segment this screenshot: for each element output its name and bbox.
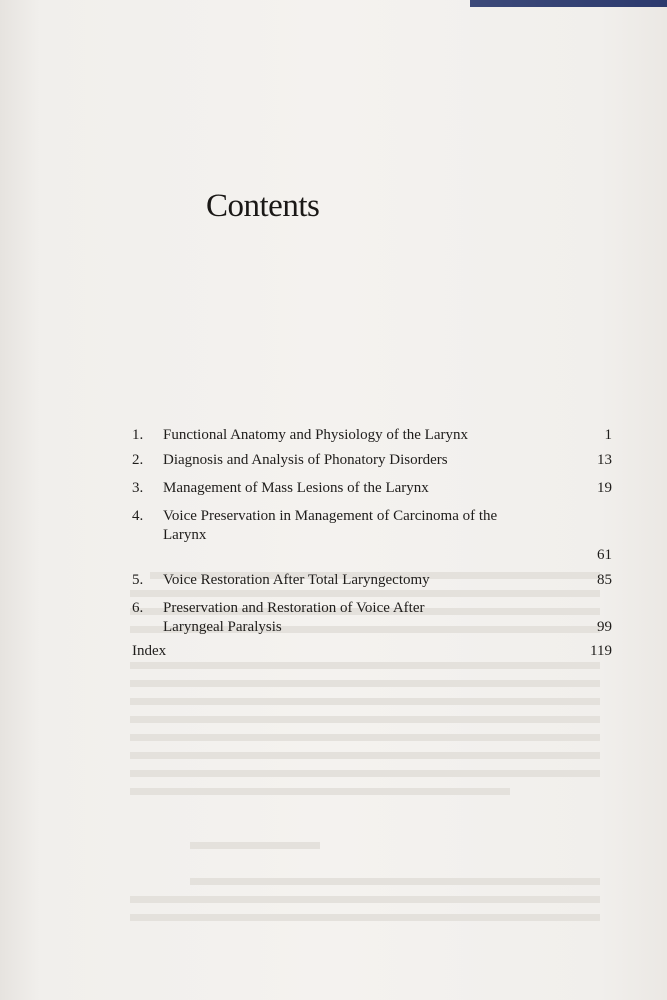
- toc-entry[interactable]: [132, 451, 612, 470]
- chapter-number: 3.: [132, 480, 144, 496]
- table-of-contents: [132, 426, 612, 661]
- show-through-line: [130, 752, 600, 759]
- page-number: 119: [590, 643, 612, 659]
- chapter-title: Voice Preservation in Management of Carcinoma of the Larynx: [163, 508, 498, 543]
- page-number: 61: [597, 547, 612, 563]
- chapter-number: 5.: [132, 572, 144, 588]
- chapter-number: 2.: [132, 452, 144, 468]
- page-number: 99: [597, 619, 612, 635]
- page-number: 13: [597, 452, 612, 468]
- chapter-title: Preservation and Restoration of Voice After Laryngeal Paralysis: [163, 600, 425, 635]
- show-through-line: [130, 680, 600, 687]
- page-number: 1: [604, 427, 612, 443]
- page-number: 19: [597, 480, 612, 496]
- show-through-line: [130, 788, 510, 795]
- show-through-line: [130, 770, 600, 777]
- chapter-number: 6.: [132, 600, 144, 616]
- chapter-title: Management of Mass Lesions of the Larynx: [163, 480, 429, 496]
- page-number: 85: [597, 572, 612, 588]
- show-through-line: [130, 734, 600, 741]
- show-through-line: [130, 716, 600, 723]
- chapter-title: Voice Restoration After Total Laryngectomy: [163, 572, 430, 588]
- show-through-line: [130, 914, 600, 921]
- toc-entry[interactable]: [132, 507, 612, 563]
- toc-entry[interactable]: [132, 599, 612, 637]
- index-title: Index: [132, 643, 167, 659]
- toc-entry[interactable]: [132, 479, 612, 498]
- show-through-line: [130, 896, 600, 903]
- show-through-line: [190, 878, 600, 885]
- show-through-line: [190, 842, 320, 849]
- chapter-number: 4.: [132, 508, 144, 524]
- contents-heading: Contents: [206, 188, 320, 224]
- chapter-title: Functional Anatomy and Physiology of the Larynx: [163, 427, 468, 443]
- chapter-number: 1.: [132, 427, 144, 443]
- show-through-line: [130, 698, 600, 705]
- toc-entry[interactable]: [132, 571, 612, 590]
- toc-index-entry[interactable]: [132, 642, 612, 661]
- show-through-line: [130, 662, 600, 669]
- chapter-title: Diagnosis and Analysis of Phonatory Disorders: [163, 452, 448, 468]
- toc-entry[interactable]: [132, 426, 612, 445]
- book-cover-edge: [470, 0, 667, 7]
